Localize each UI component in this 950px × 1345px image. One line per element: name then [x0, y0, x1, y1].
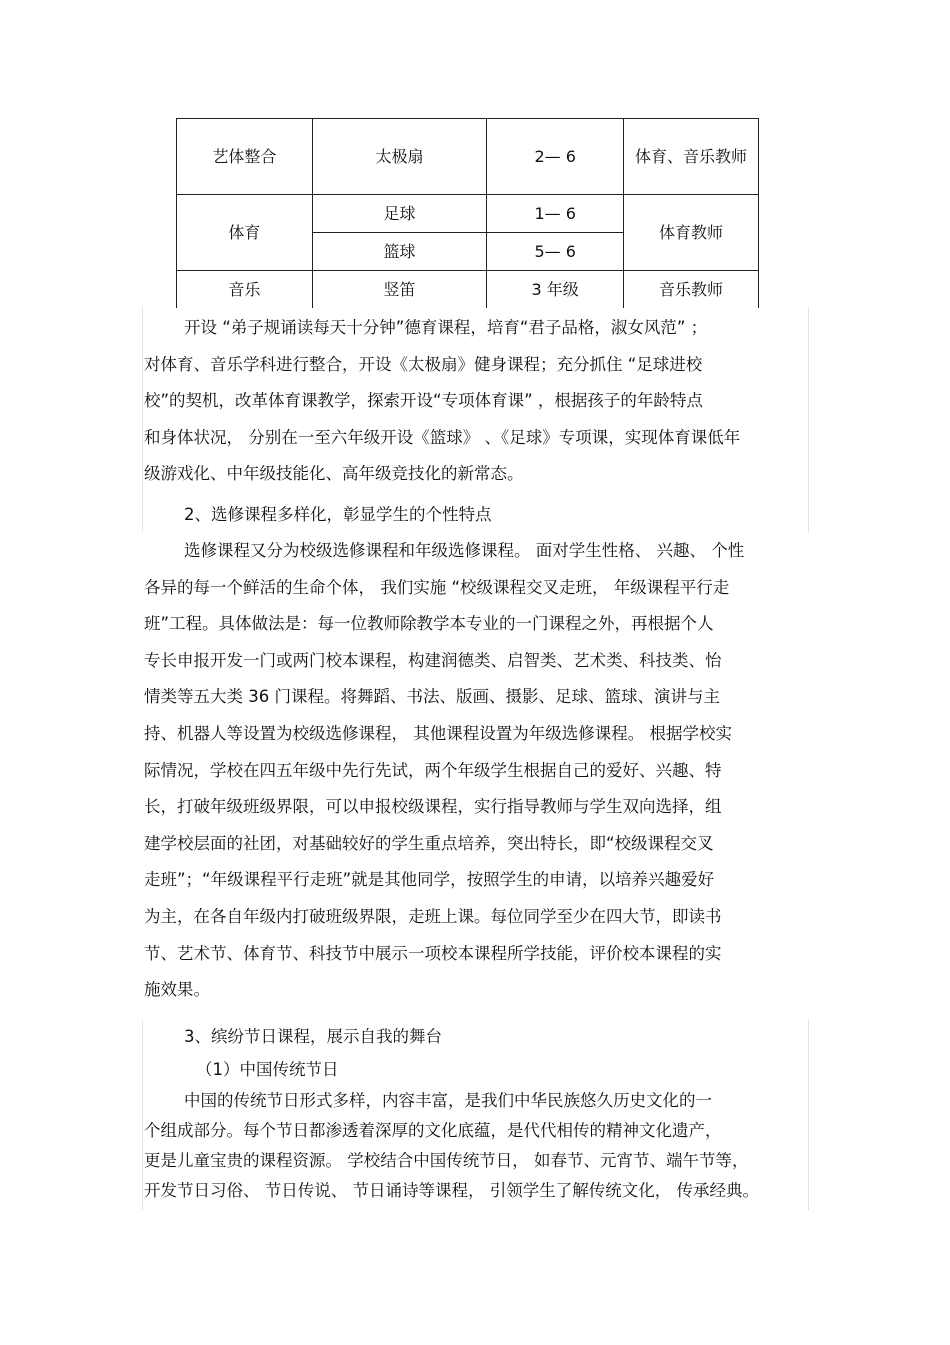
text-line: 施效果。 [144, 980, 210, 1000]
table-cell-course: 竖笛 [312, 271, 487, 309]
table-cell-grade: 5— 6 [487, 233, 624, 271]
paragraph-festivals [144, 1086, 759, 1206]
text-line: 节、艺术节、体育节、科技节中展示一项校本课程所学技能，评价校本课程的实 [144, 943, 722, 963]
text-line: 建学校层面的社团，对基础较好的学生重点培养，突出特长，即“校级课程交叉 [144, 833, 714, 853]
text-line: 持、机器人等设置为校级选修课程， 其他课程设置为年级选修课程。 根据学校实 [144, 723, 732, 743]
text-line: 中国的传统节日形式多样，内容丰富，是我们中华民族悠久历史文化的一 [184, 1091, 712, 1110]
text-line: 个组成部分。每个节日都渗透着深厚的文化底蕴，是代代相传的精神文化遗产， [144, 1121, 722, 1140]
table-cell-teacher [624, 119, 759, 195]
text-line: 走班”；“年级课程平行走班”就是其他同学，按照学生的申请，以培养兴趣爱好 [144, 870, 715, 890]
scan-edge [142, 307, 143, 532]
text-line: 开发节日习俗、 节日传说、 节日诵诗等课程， 引领学生了解传统文化， 传承经典。 [144, 1181, 759, 1200]
text-line: 长，打破年级班级界限，可以申报校级课程，实行指导教师与学生双向选择，组 [144, 797, 722, 817]
table-cell-grade: 1— 6 [487, 195, 624, 233]
table-cell-grade: 2— 6 [487, 119, 624, 195]
text-line: 班”工程。具体做法是：每一位教师除教学本专业的一门课程之外，再根据个人 [144, 614, 714, 634]
text-line: 校”的契机，改革体育课教学，探索开设“专项体育课” ，根据孩子的年龄特点 [144, 391, 703, 411]
text-line: 各异的每一个鲜活的生命个体， 我们实施 “校级课程交叉走班， 年级课程平行走 [144, 577, 730, 597]
table-cell-category: 音乐 [177, 271, 313, 309]
text-line: 为主，在各自年级内打破班级界限，走班上课。每位同学至少在四大节，即读书 [144, 906, 722, 926]
text-line: 开设 “弟子规诵读每天十分钟”德育课程，培育“君子品格，淑女风范” ； [184, 318, 708, 337]
table-cell-course: 太极扇 [312, 119, 487, 195]
paragraph-electives [144, 533, 744, 1009]
text-line: 和身体状况， 分别在一至六年级开设《篮球》 、《足球》专项课，实现体育课低年 [144, 427, 741, 447]
subheading-traditional-festivals: （1）中国传统节日 [196, 1060, 339, 1079]
table-cell-category: 艺体整合 [177, 119, 313, 195]
table-row [177, 195, 759, 233]
section-heading-2: 2、选修课程多样化，彰显学生的个性特点 [184, 505, 492, 524]
text-line: 对体育、音乐学科进行整合，开设《太极扇》健身课程；充分抓住 “足球进校 [144, 354, 703, 374]
course-table [176, 118, 759, 308]
section-heading-3: 3、缤纷节日课程，展示自我的舞台 [184, 1027, 442, 1046]
text-line: 际情况，学校在四五年级中先行先试，两个年级学生根据自己的爱好、兴趣、特 [144, 760, 722, 780]
table-cell-course: 足球 [312, 195, 487, 233]
teacher-text: 体育、音乐教师 [634, 146, 747, 166]
text-line: 更是儿童宝贵的课程资源。 学校结合中国传统节日， 如春节、元宵节、端午节等， [144, 1151, 749, 1170]
table-row [177, 271, 759, 309]
paragraph-moral-sports [144, 310, 740, 493]
scan-edge [808, 307, 809, 532]
text-line: 情类等五大类 36 门课程。将舞蹈、书法、版画、摄影、足球、篮球、演讲与主 [144, 687, 720, 707]
table-cell-category: 体育 [177, 195, 313, 271]
table-cell-teacher: 音乐教师 [624, 271, 759, 309]
text-line: 级游戏化、中年级技能化、高年级竞技化的新常态。 [144, 464, 524, 484]
scan-edge [142, 1020, 143, 1210]
table-cell-course: 篮球 [312, 233, 487, 271]
table-row [177, 119, 759, 195]
text-line: 专长申报开发一门或两门校本课程，构建润德类、启智类、艺术类、科技类、怡 [144, 650, 722, 670]
table-cell-teacher: 体育教师 [624, 195, 759, 271]
text-line: 选修课程又分为校级选修课程和年级选修课程。 面对学生性格、 兴趣、 个性 [184, 541, 745, 560]
table-cell-grade: 3 年级 [487, 271, 624, 309]
scan-edge [808, 1020, 809, 1210]
